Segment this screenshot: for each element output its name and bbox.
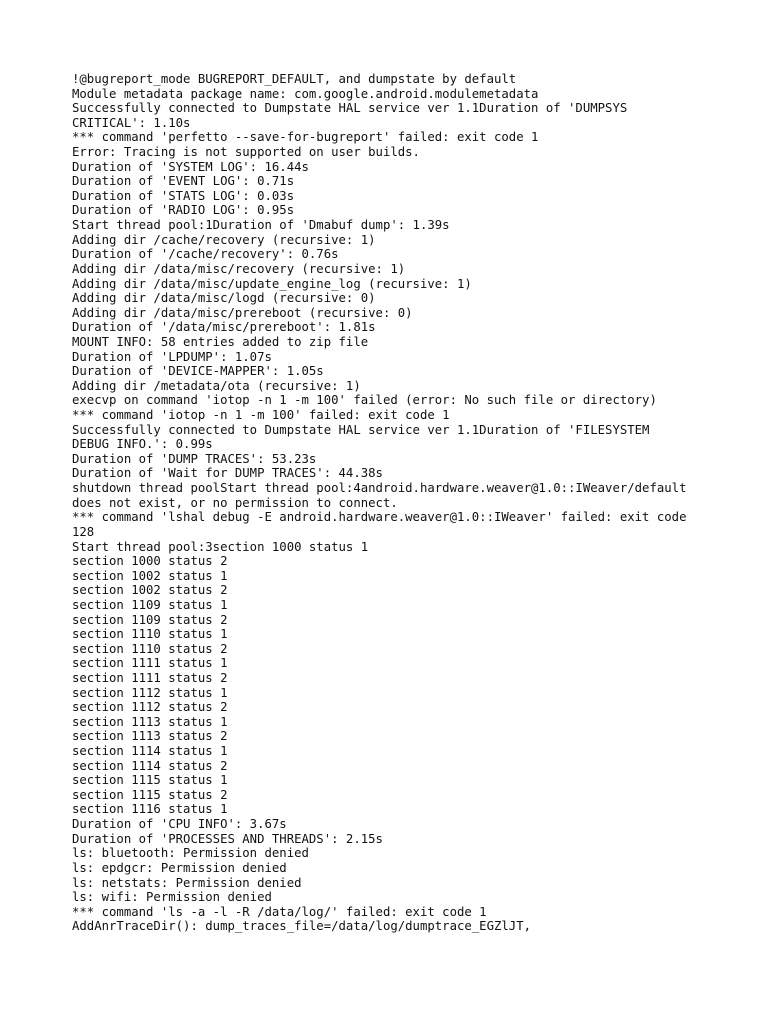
- log-text-body: [72, 72, 712, 934]
- log-line: *** command 'iotop -n 1 -m 100' failed: exit code 1: [72, 408, 450, 423]
- log-line: Error: Tracing is not supported on user builds.: [72, 145, 420, 160]
- log-line: section 1110 status 2: [72, 641, 228, 656]
- log-line: Duration of 'PROCESSES AND THREADS': 2.15s: [72, 831, 383, 846]
- log-line: Adding dir /data/misc/logd (recursive: 0): [72, 291, 376, 306]
- log-line: section 1113 status 1: [72, 714, 228, 729]
- log-line: Duration of 'STATS LOG': 0.03s: [72, 188, 295, 203]
- log-line: section 1114 status 1: [72, 744, 228, 759]
- log-line: *** command 'ls -a -l -R /data/log/' failed: exit code 1: [72, 904, 487, 919]
- log-line: *** command 'lshal debug -E android.hardware.weaver@1.0::IWeaver' failed: exit code: [72, 510, 687, 525]
- log-line: Adding dir /data/misc/recovery (recursive: 1): [72, 261, 406, 276]
- log-line: section 1116 status 1: [72, 802, 228, 817]
- log-line: ls: epdgcr: Permission denied: [72, 860, 287, 875]
- log-line: section 1002 status 2: [72, 583, 228, 598]
- log-line: section 1110 status 1: [72, 627, 228, 642]
- log-line: section 1000 status 2: [72, 554, 228, 569]
- log-line: CRITICAL': 1.10s: [72, 115, 191, 130]
- log-line: Adding dir /cache/recovery (recursive: 1): [72, 232, 376, 247]
- log-line: section 1109 status 2: [72, 612, 228, 627]
- log-line: section 1111 status 1: [72, 656, 228, 671]
- log-line: Duration of 'CPU INFO': 3.67s: [72, 817, 287, 832]
- log-line: MOUNT INFO: 58 entries added to zip file: [72, 334, 369, 349]
- log-line: Module metadata package name: com.google.android.modulemetadata: [72, 86, 539, 101]
- log-line: section 1002 status 1: [72, 568, 228, 583]
- log-line: section 1114 status 2: [72, 758, 228, 773]
- log-line: ls: wifi: Permission denied: [72, 890, 272, 905]
- log-line: Duration of 'SYSTEM LOG': 16.44s: [72, 159, 309, 174]
- log-line: shutdown thread poolStart thread pool:4android.hardware.weaver@1.0::IWeaver/default: [72, 481, 687, 496]
- log-line: Duration of 'DUMP TRACES': 53.23s: [72, 451, 317, 466]
- log-line: section 1115 status 2: [72, 787, 228, 802]
- log-line: does not exist, or no permission to connect.: [72, 495, 398, 510]
- log-line: Duration of '/data/misc/prereboot': 1.81s: [72, 320, 376, 335]
- log-line: !@bugreport_mode BUGREPORT_DEFAULT, and dumpstate by default: [72, 72, 517, 86]
- log-line: section 1112 status 1: [72, 685, 228, 700]
- log-line: Adding dir /data/misc/prereboot (recursive: 0): [72, 305, 413, 320]
- log-line: *** command 'perfetto --save-for-bugreport' failed: exit code 1: [72, 130, 539, 145]
- log-line: Duration of 'DEVICE-MAPPER': 1.05s: [72, 364, 324, 379]
- log-line: section 1109 status 1: [72, 597, 228, 612]
- log-line: section 1111 status 2: [72, 670, 228, 685]
- log-line: Successfully connected to Dumpstate HAL service ver 1.1Duration of 'DUMPSYS: [72, 101, 628, 116]
- log-line: Duration of '/cache/recovery': 0.76s: [72, 247, 339, 262]
- log-line: Start thread pool:3section 1000 status 1: [72, 539, 369, 554]
- log-line: Duration of 'RADIO LOG': 0.95s: [72, 203, 295, 218]
- log-line: ls: netstats: Permission denied: [72, 875, 302, 890]
- log-line: section 1112 status 2: [72, 700, 228, 715]
- log-line: Start thread pool:1Duration of 'Dmabuf dump': 1.39s: [72, 218, 450, 233]
- log-line: Adding dir /data/misc/update_engine_log (recursive: 1): [72, 276, 472, 291]
- log-line: ls: bluetooth: Permission denied: [72, 846, 309, 861]
- log-line: Successfully connected to Dumpstate HAL service ver 1.1Duration of 'FILESYSTEM: [72, 422, 650, 437]
- log-line: section 1115 status 1: [72, 773, 228, 788]
- log-line: Duration of 'EVENT LOG': 0.71s: [72, 174, 295, 189]
- log-line: Adding dir /metadata/ota (recursive: 1): [72, 378, 361, 393]
- log-line: AddAnrTraceDir(): dump_traces_file=/data/log/dumptrace_EGZlJT,: [72, 919, 532, 934]
- log-line: execvp on command 'iotop -n 1 -m 100' failed (error: No such file or directory): [72, 393, 657, 408]
- log-line: DEBUG INFO.': 0.99s: [72, 437, 213, 452]
- log-line: Duration of 'Wait for DUMP TRACES': 44.38s: [72, 466, 383, 481]
- log-line: 128: [72, 524, 95, 539]
- log-line: Duration of 'LPDUMP': 1.07s: [72, 349, 272, 364]
- log-line: section 1113 status 2: [72, 729, 228, 744]
